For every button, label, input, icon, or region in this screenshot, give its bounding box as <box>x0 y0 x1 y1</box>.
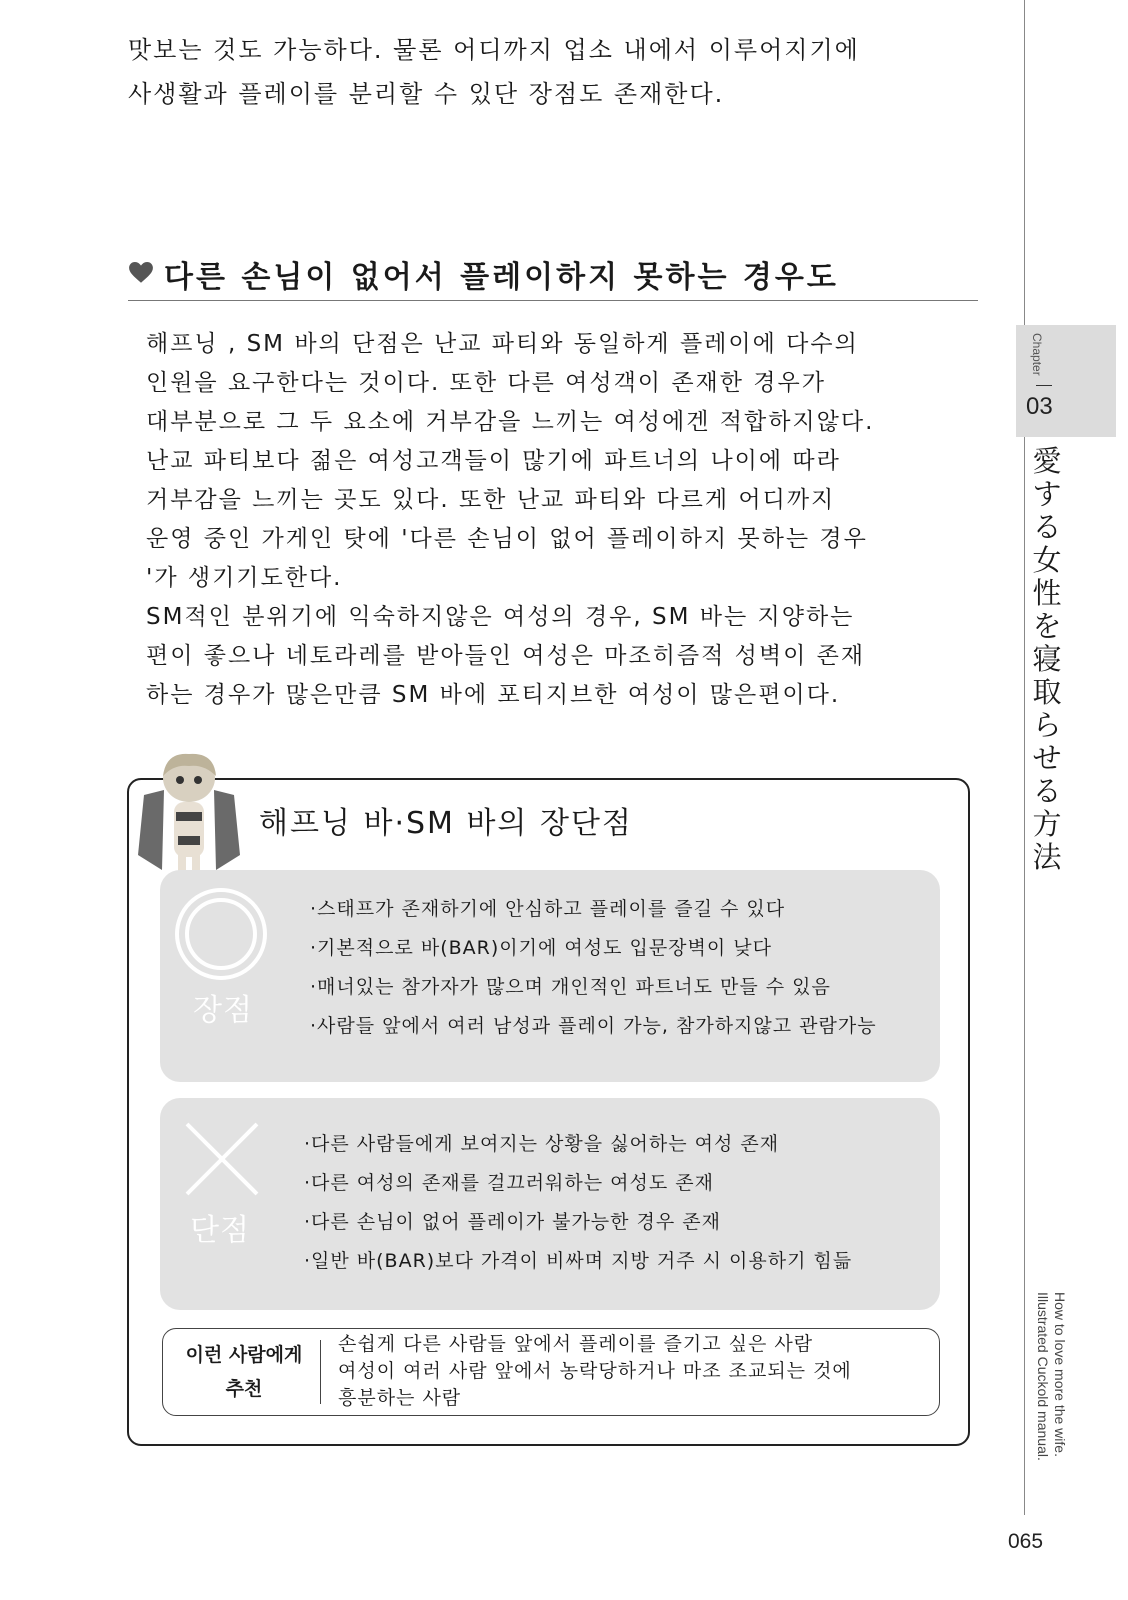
body-line: 편이 좋으나 네토라레를 받아들인 여성은 마조히즘적 성벽이 존재 <box>146 643 866 669</box>
section-title: 다른 손님이 없어서 플레이하지 못하는 경우도 <box>164 260 839 295</box>
circle-icon <box>173 886 269 982</box>
body-line: 하는 경우가 많은만큼 SM 바에 포티지브한 여성이 많은편이다. <box>146 682 841 708</box>
body-line: 해프닝 , SM 바의 단점은 난교 파티와 동일하게 플레이에 다수의 <box>146 331 859 357</box>
list-item: ·기본적으로 바(BAR)이기에 여성도 입문장벽이 낮다 <box>310 937 772 959</box>
chapter-word-text: Chapter <box>1030 333 1044 376</box>
list-item: ·일반 바(BAR)보다 가격이 비싸며 지방 거주 시 이용하기 힘듦 <box>304 1250 853 1272</box>
title-char: ら <box>1032 708 1062 742</box>
subtitle-line: How to love more the wife. <box>1052 1292 1068 1457</box>
list-item: ·사람들 앞에서 여러 남성과 플레이 가능, 참가하지않고 관람가능 <box>310 1015 877 1037</box>
title-char: す <box>1032 477 1062 511</box>
recommend-line: 여성이 여러 사람 앞에서 농락당하거나 마조 조교되는 것에 <box>338 1360 852 1382</box>
title-char: 方 <box>1032 807 1062 841</box>
chapter-divider <box>1036 385 1052 386</box>
list-item: ·매너있는 참가자가 많으며 개인적인 파트너도 만들 수 있음 <box>310 976 831 998</box>
recommend-line: 흥분하는 사람 <box>338 1387 462 1409</box>
recommend-label-line: 이런 사람에게 <box>185 1344 303 1366</box>
intro-paragraph <box>128 28 948 116</box>
body-line: SM적인 분위기에 익숙하지않은 여성의 경우, SM 바는 지양하는 <box>146 604 855 630</box>
body-paragraph <box>146 325 946 715</box>
title-char: 法 <box>1032 840 1062 874</box>
intro-line: 맛보는 것도 가능하다. 물론 어디까지 업소 내에서 이루어지기에 <box>128 36 860 64</box>
cons-label: 단점 <box>190 1213 250 1248</box>
body-line: '가 생기기도한다. <box>146 565 343 591</box>
chapter-word <box>1030 333 1060 393</box>
recommend-label <box>170 1338 318 1406</box>
recommend-label-line: 추천 <box>225 1378 263 1400</box>
list-item: ·다른 여성의 존재를 걸끄러워하는 여성도 존재 <box>304 1172 714 1194</box>
body-line: 운영 중인 가게인 탓에 '다른 손님이 없어 플레이하지 못하는 경우 <box>146 526 868 552</box>
recommend-divider <box>320 1340 321 1404</box>
title-char: る <box>1032 510 1062 544</box>
recommend-line: 손쉽게 다른 사람들 앞에서 플레이를 즐기고 싶은 사람 <box>338 1333 814 1355</box>
recommend-text <box>338 1331 852 1412</box>
page-number: 065 <box>1008 1530 1044 1553</box>
pros-list <box>310 890 877 1046</box>
list-item: ·스태프가 존재하기에 안심하고 플레이를 즐길 수 있다 <box>310 898 786 920</box>
title-char: 寝 <box>1032 642 1062 676</box>
heart-icon <box>128 260 154 286</box>
body-line: 인원을 요구한다는 것이다. 또한 다른 여성객이 존재한 경우가 <box>146 370 826 396</box>
book-title-vertical <box>1022 445 1072 874</box>
title-char: る <box>1032 774 1062 808</box>
subtitle-line: Illustrated Cuckold manual. <box>1035 1292 1051 1461</box>
title-char: 愛 <box>1032 444 1062 478</box>
list-item: ·다른 사람들에게 보여지는 상황을 싫어하는 여성 존재 <box>304 1133 780 1155</box>
body-line: 거부감을 느끼는 곳도 있다. 또한 난교 파티와 다르게 어디까지 <box>146 487 836 513</box>
title-char: せ <box>1032 741 1062 775</box>
body-line: 대부분으로 그 두 요소에 거부감을 느끼는 여성에겐 적합하지않다. <box>146 409 875 435</box>
chapter-number: 03 <box>1026 393 1053 420</box>
cross-icon <box>183 1120 261 1198</box>
title-char: 性 <box>1032 576 1062 610</box>
subtitle-text <box>1034 1292 1068 1461</box>
body-line: 난교 파티보다 젊은 여성고객들이 많기에 파트너의 나이에 따라 <box>146 448 841 474</box>
section-heading <box>128 250 978 301</box>
cons-list <box>304 1125 852 1281</box>
pros-label: 장점 <box>193 993 253 1028</box>
book-subtitle-vertical <box>1030 1292 1080 1512</box>
intro-line: 사생활과 플레이를 분리할 수 있단 장점도 존재한다. <box>128 80 725 108</box>
title-char: 女 <box>1032 543 1062 577</box>
title-char: を <box>1032 609 1062 643</box>
title-char: 取 <box>1032 675 1062 709</box>
list-item: ·다른 손님이 없어 플레이가 불가능한 경우 존재 <box>304 1211 722 1233</box>
box-title: 해프닝 바·SM 바의 장단점 <box>259 806 633 841</box>
